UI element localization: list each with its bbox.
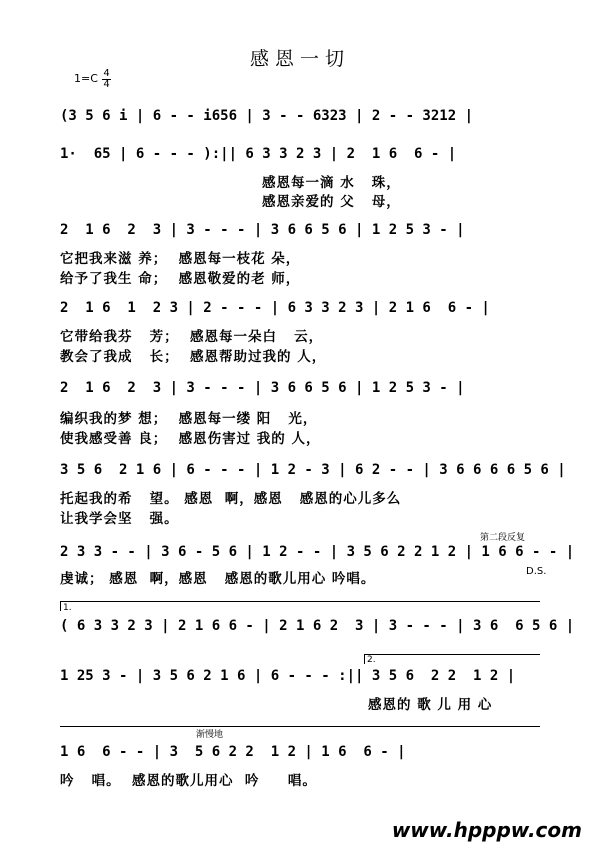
ending-1-label: 1. <box>63 603 72 613</box>
ending-2-label: 2. <box>367 655 376 665</box>
ds-marking: D.S. <box>526 566 547 577</box>
song-title: 感恩一切 <box>249 48 350 70</box>
lyric-line-4: 给予了我生 命； 感恩敬爱的老 师， <box>60 271 301 287</box>
ending-2-bracket <box>364 654 540 655</box>
lyric-line-7: 编织我的梦 想； 感恩每一缕 阳 光， <box>60 411 318 427</box>
lyric-line-3: 它把我来滋 养； 感恩每一枝花 朵， <box>60 251 301 267</box>
ending-1-bracket <box>60 601 540 602</box>
meter-bottom: 4 <box>103 79 110 90</box>
staff-row-9: 1 25 3 - | 3 5 6 2 1 6 | 6 - - - :|| 3 5 6 2 2 1 2 | <box>60 668 516 684</box>
staff-row-3: 2 1 6 2 3 | 3 - - - | 3 6 6 5 6 | 1 2 5 3 - | <box>60 222 465 238</box>
repeat-note: 第二段反复 <box>480 533 526 543</box>
lyric-line-8: 使我感受善 良； 感恩伤害过 我的 人， <box>60 431 321 447</box>
key-signature: 1=C <box>74 72 98 85</box>
staff-row-5: 2 1 6 2 3 | 3 - - - | 3 6 6 5 6 | 1 2 5 3 - | <box>60 380 465 396</box>
staff-row-1: (3 5 6 i | 6 - - i656 | 3 - - 6323 | 2 - - 3212 | <box>60 108 474 124</box>
staff-row-2: 1· 65 | 6 - - - ):|| 6 3 3 2 3 | 2 1 6 6 - | <box>60 146 457 162</box>
staff-row-8: ( 6 3 3 2 3 | 2 1 6 6 - | 2 1 6 2 3 | 3 - - - | 3 6 6 5 6 | <box>60 618 575 634</box>
meter-top: 4 <box>103 68 110 79</box>
lyric-line-6: 教会了我成 长； 感恩帮助过我的 人， <box>60 349 327 365</box>
time-signature <box>102 69 111 90</box>
lyric-line-12: 感恩的 歌 儿 用 心 <box>368 697 493 713</box>
staff-row-10: 1 6 6 - - | 3 5 6 2 2 1 2 | 1 6 6 - | <box>60 744 406 760</box>
lyric-line-1: 感恩每一滴 水 珠， <box>262 175 401 191</box>
staff-row-7: 2 3 3 - - | 3 6 - 5 6 | 1 2 - - | 3 5 6 2 2 1 2 | 1 6 6 - - | <box>60 544 575 560</box>
staff-row-4: 2 1 6 1 2 3 | 2 - - - | 6 3 3 2 3 | 2 1 6 6 - | <box>60 300 490 316</box>
lyric-line-5: 它带给我芬 芳； 感恩每一朵白 云， <box>60 329 324 345</box>
continuation-bracket <box>60 726 540 727</box>
ending-2-bracket-left <box>364 654 365 664</box>
lyric-line-11: 虔诚； 感恩 啊，感恩 感恩的歌儿用心 吟唱。 <box>60 571 376 587</box>
lyric-line-10: 让我学会坚 强。 <box>60 511 179 527</box>
ritard-marking: 渐慢地 <box>196 730 224 740</box>
lyric-line-9: 托起我的希 望。 感恩 啊，感恩 感恩的心儿多么 <box>60 491 402 507</box>
staff-row-6: 3 5 6 2 1 6 | 6 - - - | 1 2 - 3 | 6 2 - - | 3 6 6 6 6 5 6 | <box>60 462 566 478</box>
lyric-line-13: 吟 唱。 感恩的歌儿用心 吟 唱。 <box>60 773 317 789</box>
ending-1-bracket-left <box>60 601 61 611</box>
lyric-line-2: 感恩亲爱的 父 母， <box>262 194 401 210</box>
site-watermark: www.hpppw.com <box>391 818 582 842</box>
